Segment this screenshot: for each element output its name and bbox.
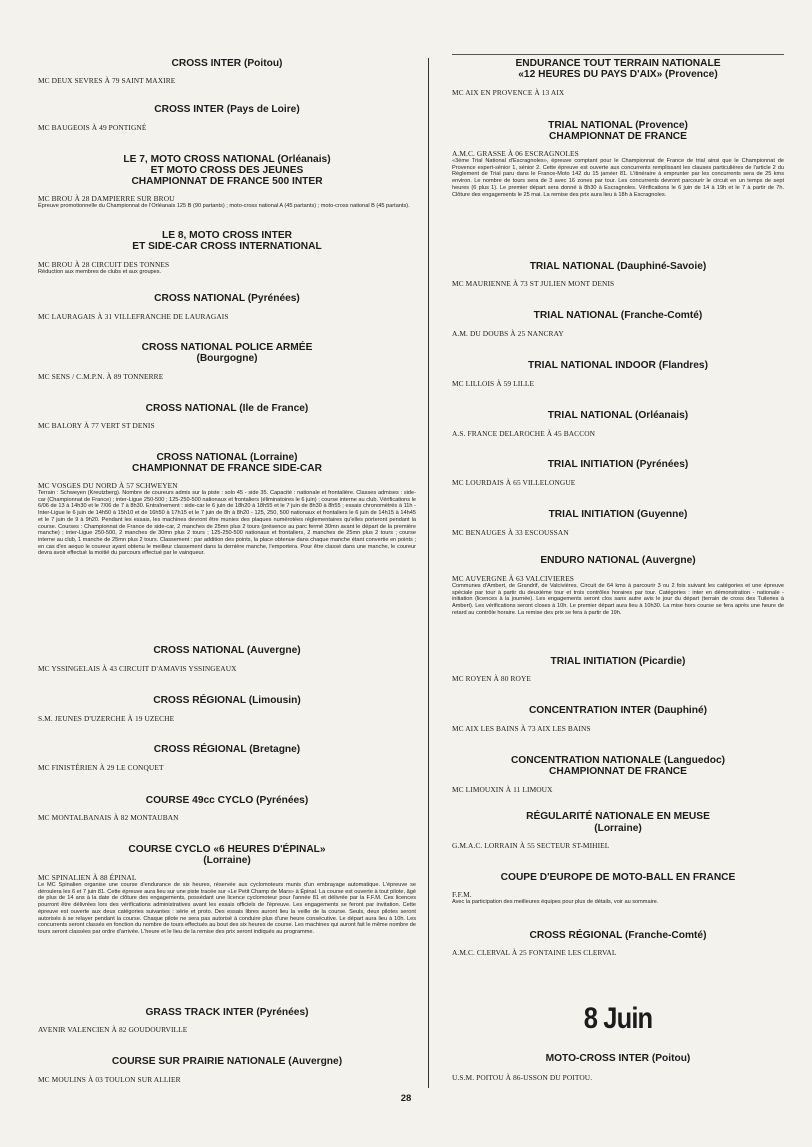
event-title: CROSS NATIONAL (Lorraine): [156, 452, 298, 463]
event-club: MC LILLOIS À 59 LILLE: [452, 379, 535, 388]
event-club: MC BROU À 28 CIRCUIT DES TONNES: [38, 260, 170, 269]
event-title-line2: (Lorraine): [594, 823, 642, 834]
event-description: Communes d'Ambert, de Grandrif, de Valcivières. Circuit de 64 kms à parcourir 3 ou 2 fois suivant les catégories et une épreuve spéciale par tour à partir du deuxième tour et trois contrôles horaires par tour. Catégories : inter en démonstration - nationale - initiation (licences à la journée). Les engagements seront clos sans autre avis le jour du départ (terrain de cross des Tuileries à Ambert). Les vérifications seront closes à 10h. Le premier départ aura lieu à 10h30. La mise hors course se fera après une heure de retard au contrôle horaire. La remise des prix se fera à partir de 19h.: [452, 583, 784, 616]
event-club: MC AIX LES BAINS À 73 AIX LES BAINS: [452, 724, 591, 733]
event-title-line2: CHAMPIONNAT DE FRANCE: [549, 766, 687, 777]
event-title: CROSS RÉGIONAL (Franche-Comté): [529, 930, 707, 941]
event-club: MC LAURAGAIS À 31 VILLEFRANCHE DE LAURAGAIS: [38, 312, 229, 321]
page-number: 28: [400, 1093, 412, 1104]
event-title: TRIAL INITIATION (Picardie): [550, 656, 686, 667]
event-title: MOTO-CROSS INTER (Poitou): [545, 1053, 691, 1064]
event-club: MC YSSINGELAIS À 43 CIRCUIT D'AMAVIS YSSINGEAUX: [38, 664, 237, 673]
event-club: G.M.A.C. LORRAIN À 55 SECTEUR ST-MIHIEL: [452, 841, 610, 850]
event-title: CROSS NATIONAL (Pyrénées): [154, 293, 300, 304]
event-title: CROSS NATIONAL POLICE ARMÉE: [141, 342, 313, 353]
event-title: COURSE 49cc CYCLO (Pyrénées): [145, 795, 309, 806]
event-club: AVENIR VALENCIEN À 82 GOUDOURVILLE: [38, 1025, 188, 1034]
event-title: ENDURANCE TOUT TERRAIN NATIONALE: [515, 58, 721, 69]
event-club: MC VOSGES DU NORD À 57 SCHWEYEN: [38, 481, 178, 490]
event-title: COURSE SUR PRAIRIE NATIONALE (Auvergne): [111, 1056, 343, 1067]
event-club: A.M.C. CLERVAL À 25 FONTAINE LES CLERVAL: [452, 948, 617, 957]
event-title: COUPE D'EUROPE DE MOTO-BALL EN FRANCE: [500, 872, 736, 883]
event-description: Épreuve promotionnelle du Championnat de l'Orléanais 125 B (90 partants) ; moto-cross national A (45 partants) ; moto-cross national B (45 partants).: [38, 203, 410, 209]
event-description: Avec la participation des meilleures équipes pour plus de détails, voir au sommaire.: [452, 899, 659, 905]
event-club: MC LIMOUXIN À 11 LIMOUX: [452, 785, 553, 794]
event-title: CROSS RÉGIONAL (Bretagne): [153, 744, 301, 755]
event-club: MC SPINALIEN À 88 ÉPINAL: [38, 873, 137, 882]
event-title: TRIAL INITIATION (Pyrénées): [547, 459, 689, 470]
event-club: F.F.M.: [452, 890, 472, 899]
event-title: CROSS INTER (Pays de Loire): [154, 104, 300, 115]
event-club: MC MOULINS À 03 TOULON SUR ALLIER: [38, 1075, 181, 1084]
event-title-line2: CHAMPIONNAT DE FRANCE: [549, 131, 687, 142]
event-title-line2: (Lorraine): [203, 855, 251, 866]
event-club: MC ROYEN À 80 ROYE: [452, 674, 531, 683]
event-title: ENDURO NATIONAL (Auvergne): [540, 555, 696, 566]
event-club: MC DEUX SEVRES À 79 SAINT MAXIRE: [38, 76, 176, 85]
event-description: Réduction aux membres de clubs et aux groupes.: [38, 269, 162, 275]
event-title: CROSS INTER (Poitou): [171, 58, 283, 69]
event-title: RÉGULARITÉ NATIONALE EN MEUSE: [526, 811, 710, 822]
event-title: CONCENTRATION NATIONALE (Languedoc): [510, 755, 726, 766]
event-club: U.S.M. POITOU À 86-USSON DU POITOU.: [452, 1073, 593, 1082]
event-title-line2: (Bourgogne): [196, 353, 258, 364]
event-club: MC SENS / C.M.P.N. À 89 TONNERRE: [38, 372, 164, 381]
event-club: S.M. JEUNES D'UZERCHE À 19 UZECHE: [38, 714, 175, 723]
event-description: Terrain : Schweyen (Kreutzberg). Nombre de coureurs admis sur la piste : solo 45 - side 35. Capacité : nationale et frontalière. Classes admises : side-car (Championnat de France) ; inter-Ligue 250-500 ; 125-250-500 nationaux et frontaliers (éliminatoires le 6 juin) ; course interne au club. Vérifications le 6/06 de 13 à 14h30 et le 7/06 de 7 à 8h30. Entraînement : side-car le 6 juin de 18h20 à 18h55 et le 7 juin de 8h30 à 8h55 ; essais chronométrés à 11h - Inter-Ligue le 6 juin de 14h50 à 15h10 et de 16h50 à 17h15 et le 7 juin de 8h à 8h20 - 125, 250, 500 nationaux et frontaliers le 6 juin de 14h15 à 14h45 et le 7 juin de 9 à 9h20. Pendant les essais, les machines devront être munies des plaques numérotées réglementaires qu'elles porteront pendant la course. Courses : Championnat de France de side-car, 2 manches de 25mn plus 2 tours (présence au parc fermé 30mn avant le départ de la première manche) ; inter-Ligue 250-500, 2 manches de 30mn plus 2 tours ; 125-250-500 nationaux et frontaliers, 2 manches de 25mn plus 2 tours ; course interne au club, 1 manche de 25mn plus 2 tours. Classement : par addition des points, la place obtenue dans chaque manche étant convertie en points ; en cas d'ex aequo le coureur ayant obtenu le meilleur classement dans la dernière manche, l'emportera. Pour être classé dans une manche, le coureur devra avoir effectué la moitié du parcours effectué par le vainqueur.: [38, 490, 416, 557]
event-title: CROSS NATIONAL (Auvergne): [153, 645, 301, 656]
top-rule: [452, 54, 784, 55]
event-club: MC LOURDAIS À 65 VILLELONGUE: [452, 478, 576, 487]
event-title: TRIAL NATIONAL (Orléanais): [547, 410, 689, 421]
event-title-line2: ET MOTO CROSS DES JEUNES: [150, 165, 304, 176]
event-title: LE 7, MOTO CROSS NATIONAL (Orléanais): [123, 154, 331, 165]
event-club: MC MAURIENNE À 73 ST JULIEN MONT DENIS: [452, 279, 615, 288]
event-title-line3: CHAMPIONNAT DE FRANCE 500 INTER: [131, 176, 323, 187]
event-club: A.M. DU DOUBS À 25 NANCRAY: [452, 329, 564, 338]
event-club: MC AUVERGNE À 63 VALCIVIERES: [452, 574, 575, 583]
event-club: A.S. FRANCE DELAROCHE À 45 BACCON: [452, 429, 596, 438]
event-title: TRIAL NATIONAL (Franche-Comté): [533, 310, 703, 321]
event-title-line2: CHAMPIONNAT DE FRANCE SIDE-CAR: [132, 463, 322, 474]
event-title: CROSS RÉGIONAL (Limousin): [153, 695, 301, 706]
column-divider: [428, 58, 429, 1088]
event-club: MC BALORY À 77 VERT ST DENIS: [38, 421, 155, 430]
event-title: TRIAL NATIONAL (Dauphiné-Savoie): [529, 261, 707, 272]
event-title: TRIAL INITIATION (Guyenne): [548, 509, 688, 520]
event-club: MC FINISTÉRIEN À 29 LE CONQUET: [38, 763, 164, 772]
event-club: MC AIX EN PROVENCE À 13 AIX: [452, 88, 565, 97]
event-club: MC BAUGEOIS À 49 PONTIGNÉ: [38, 123, 147, 132]
event-description: «3ème Trial National d'Escragnoles», épreuve comptant pour le Championnat de France de trial ainsi que le Championnat de Provence expert-sénior 1, sénior 2. Cette épreuve est ouverte aux concurrents remplissant les clauses particulières de l'article 2 du Règlement de Trial paru dans le France-Moto 142 du 15 janvier 81. L'itinéraire à emprunter par les concurrents sera de 25 kms environ. Le nombre de tours sera de 3 avec 16 zones par tour. Les concurrents devront parcourir le circuit en un temps de sept heures (6 plus 1). Le premier départ sera donné à 8h30 à Escragnoles. Vérifications le 6 juin de 14 à 19h et le 7 à partir de 7h. Clôture des engagements le 25 mai. La remise des prix aura lieu à 18h à Escragnoles.: [452, 158, 784, 198]
event-title: CONCENTRATION INTER (Dauphiné): [528, 705, 708, 716]
event-title: COURSE CYCLO «6 HEURES D'ÉPINAL»: [128, 844, 326, 855]
date-heading: 8 Juin: [583, 1002, 653, 1035]
event-title: TRIAL NATIONAL INDOOR (Flandres): [528, 360, 708, 371]
event-title: GRASS TRACK INTER (Pyrénées): [145, 1007, 309, 1018]
event-club: MC MONTALBANAIS À 82 MONTAUBAN: [38, 813, 179, 822]
event-club: A.M.C. GRASSE À 06 ESCRAGNOLES: [452, 149, 579, 158]
event-title-line2: «12 HEURES DU PAYS D'AIX» (Provence): [518, 69, 718, 80]
event-title: CROSS NATIONAL (Ile de France): [145, 403, 309, 414]
event-title-line2: ET SIDE-CAR CROSS INTERNATIONAL: [132, 241, 322, 252]
event-title: TRIAL NATIONAL (Provence): [548, 120, 688, 131]
event-description: Le MC Spinalien organise une course d'endurance de six heures, réservée aux cyclomoteurs munis d'un embrayage automatique. L'épreuve se déroulera les 6 et 7 juin 81. Cette épreuve aura lieu sur une piste tracée sur «Le Petit Champ de Mars» à Épinal. La course est ouverte à tout pilote, âgé de plus de 14 ans à la date de clôture des engagements, possédant une licence cyclomoteur pour l'année 81 et délivrée par la F.F.M. Ces licences pourront être délivrées lors des vérifications administratives avant les essais officiels de l'épreuve. Les engagements se feront par invitation. Cette épreuve est ouverte aux deux catégories suivantes : série et proto. Des essais libres auront lieu la veille de la course. Seuls, deux pilotes seront autorisés à se relayer pendant la course. Chaque pilote ne sera pas autorisé à conduire plus d'une heure consécutive. Le départ aura lieu à 10h. Les concurrents seront classés en fonction du nombre de tours effectués au bout des six heures de course. Les machines qui auront fait le même nombre de tours seront classées par ordre d'arrivée. L'heure et le lieu de la remise des prix seront indiqués au programme.: [38, 882, 416, 935]
event-club: MC BENAUGES À 33 ESCOUSSAN: [452, 528, 569, 537]
event-club: MC BROU À 28 DAMPIERRE SUR BROU: [38, 194, 175, 203]
event-title: LE 8, MOTO CROSS INTER: [162, 230, 292, 241]
